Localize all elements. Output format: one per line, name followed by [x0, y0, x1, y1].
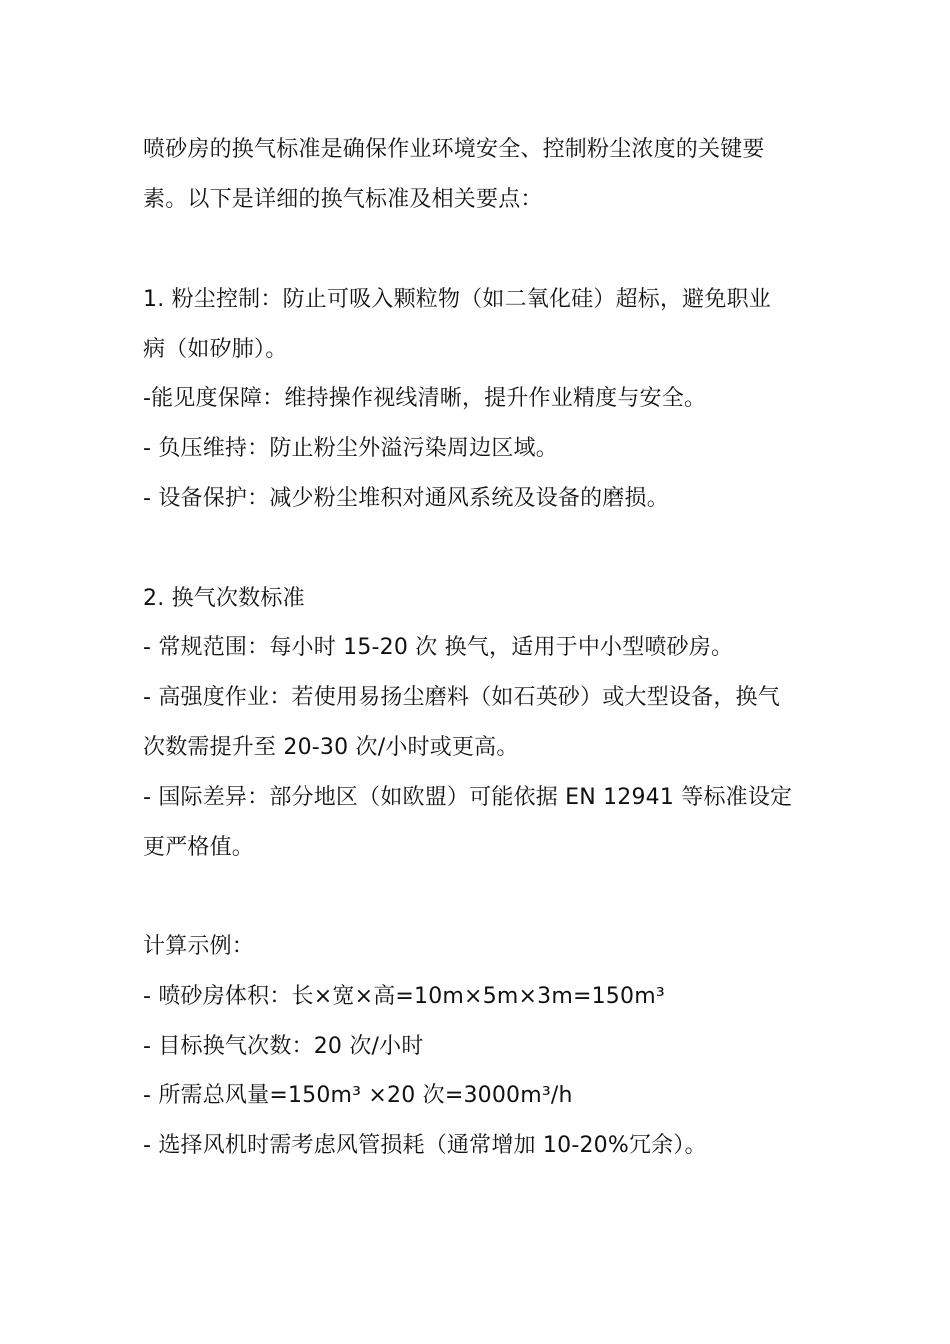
fan-selection-item: - 选择风机时需考虑风管损耗（通常增加 10-20%冗余）。: [143, 1133, 707, 1158]
regular-range-item: - 常规范围：每小时 15-20 次 换气，适用于中小型喷砂房。: [143, 635, 734, 660]
room-volume-item: - 喷砂房体积：长×宽×高=10m×5m×3m=150m³: [143, 984, 665, 1009]
intro-line-1: 喷砂房的换气标准是确保作业环境安全、控制粉尘浓度的关键要: [143, 137, 765, 162]
equipment-protection-item: - 设备保护：减少粉尘堆积对通风系统及设备的磨损。: [143, 486, 669, 511]
negative-pressure-item: - 负压维持：防止粉尘外溢污染周边区域。: [143, 436, 558, 461]
visibility-item: -能见度保障：维持操作视线清晰，提升作业精度与安全。: [143, 386, 707, 411]
intro-line-2: 素。以下是详细的换气标准及相关要点：: [143, 187, 543, 212]
air-change-heading: 2. 换气次数标准: [143, 586, 305, 611]
dust-control-line-1: 1. 粉尘控制：防止可吸入颗粒物（如二氧化硅）超标，避免职业: [143, 287, 771, 312]
calculation-heading: 计算示例：: [143, 934, 255, 959]
high-intensity-item-line-1: - 高强度作业：若使用易扬尘磨料（如石英砂）或大型设备，换气: [143, 685, 780, 710]
target-rate-item: - 目标换气次数：20 次/小时: [143, 1034, 424, 1059]
high-intensity-item-line-2: 次数需提升至 20-30 次/小时或更高。: [143, 735, 519, 760]
total-airflow-item: - 所需总风量=150m³ ×20 次=3000m³/h: [143, 1083, 573, 1108]
international-item-line-2: 更严格值。: [143, 835, 255, 860]
international-item-line-1: - 国际差异：部分地区（如欧盟）可能依据 EN 12941 等标准设定: [143, 785, 793, 810]
dust-control-line-2: 病（如矽肺）。: [143, 337, 288, 362]
